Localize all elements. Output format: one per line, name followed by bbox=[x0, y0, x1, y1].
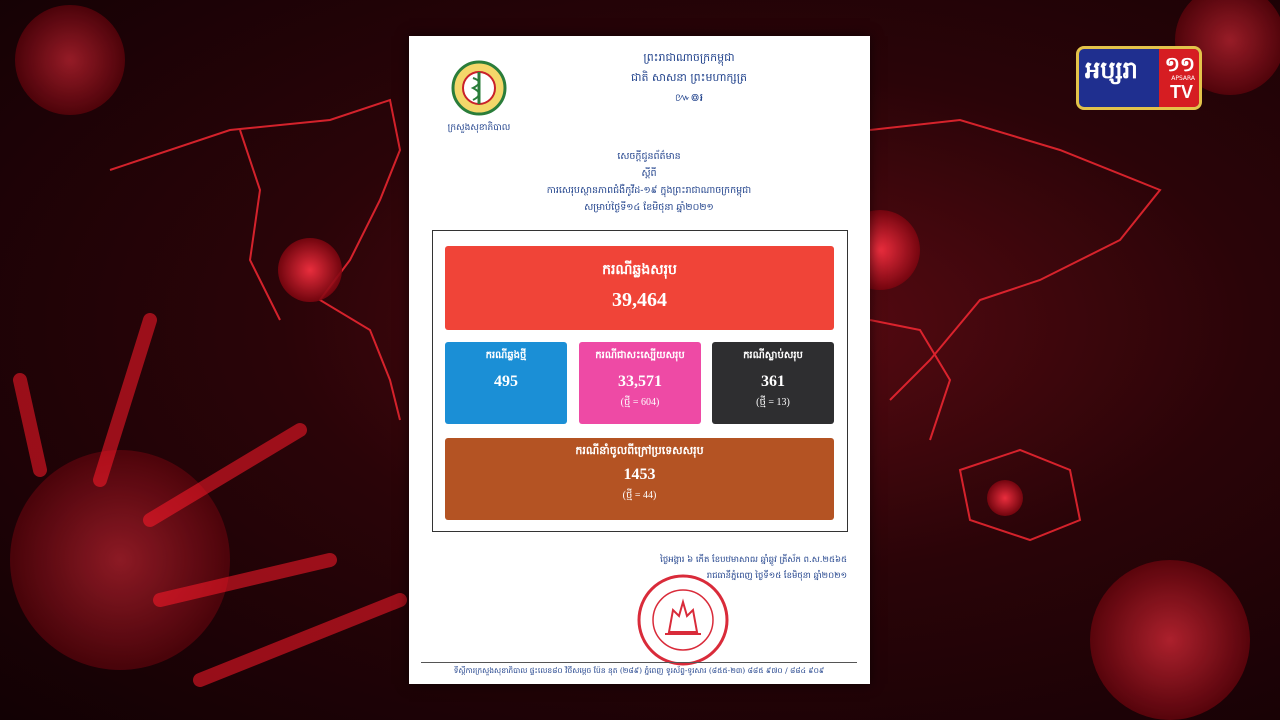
motto-ornament: ៚៙៛ bbox=[674, 91, 704, 104]
press-release-document bbox=[409, 36, 870, 684]
logo-khmer-text: អប្សរា bbox=[1085, 56, 1138, 84]
press-about: ស្តីពី bbox=[641, 168, 657, 179]
press-subject: ការសេរុបស្ថានភាពជំងឺកូវីដ-១៩ ក្នុងព្រះរាជាណាចក្រកម្ពុជា bbox=[546, 185, 752, 196]
ministry-emblem-icon bbox=[447, 56, 511, 120]
new-cases-value: 495 bbox=[494, 373, 518, 390]
total-cases-card bbox=[445, 246, 834, 330]
press-title: សេចក្តីជូនព័ត៌មាន bbox=[617, 151, 681, 162]
new-cases-card bbox=[445, 342, 567, 424]
recovered-value: 33,571 bbox=[618, 373, 662, 390]
imported-new: (ថ្មី = 44) bbox=[622, 490, 657, 501]
kingdom-header bbox=[539, 48, 839, 108]
kingdom-motto: ជាតិ សាសនា ព្រះមហាក្សត្រ bbox=[631, 71, 747, 84]
total-cases-value: 39,464 bbox=[612, 289, 667, 311]
deaths-card bbox=[712, 342, 834, 424]
covid-stats-panel bbox=[432, 230, 848, 532]
imported-label: ករណីនាំចូលពីក្រៅប្រទេសសរុប bbox=[575, 444, 704, 457]
logo-tv: TV bbox=[1169, 82, 1193, 102]
apsara-tv-logo bbox=[1076, 46, 1202, 110]
solar-date: រាជធានីភ្នំពេញ ថ្ងៃទី១៥ ខែមិថុនា ឆ្នាំ២០២១ bbox=[706, 571, 847, 581]
ministry-name: ក្រសួងសុខាភិបាល bbox=[447, 123, 511, 133]
logo-brand: APSARA bbox=[1171, 75, 1195, 82]
logo-channel-number: ១១ bbox=[1164, 52, 1195, 76]
deaths-new: (ថ្មី = 13) bbox=[756, 397, 790, 408]
ministry-seal-icon bbox=[635, 572, 731, 668]
deaths-label: ករណីស្លាប់សរុប bbox=[743, 350, 803, 361]
deaths-value: 361 bbox=[761, 373, 785, 390]
footer-divider bbox=[421, 662, 857, 663]
press-date: សម្រាប់ថ្ងៃទី១៤ ខែមិថុនា ឆ្នាំ២០២១ bbox=[584, 202, 714, 213]
recovered-label: ករណីជាសះស្បើយសរុប bbox=[595, 350, 685, 361]
imported-value: 1453 bbox=[623, 466, 656, 483]
logo-red-block bbox=[1159, 49, 1199, 107]
recovered-new: (ថ្មី = 604) bbox=[620, 397, 660, 408]
footer-address: ទីស្តីការក្រសួងសុខាភិបាល ផ្ទះលេខ៨០ វិថីសម្តេច ប៉ែន នុត (២៨៩) ភ្នំពេញ ទូរស័ព្ទ-ទូរសារ (៨៥៥-២៣) ៨៨៥ ៩៧០ / ៨៨៤ ៩០៩ bbox=[453, 666, 825, 675]
new-cases-label: ករណីឆ្លងថ្មី bbox=[485, 350, 527, 361]
imported-cases-card bbox=[445, 438, 834, 520]
recovered-card bbox=[579, 342, 701, 424]
press-release-heading bbox=[479, 148, 819, 216]
kingdom-title: ព្រះរាជាណាចក្រកម្ពុជា bbox=[643, 51, 735, 64]
total-cases-label: ករណីឆ្លងសរុប bbox=[602, 262, 677, 278]
lunar-date: ថ្ងៃអង្គារ ៦ កើត ខែបឋមាសាឍ ឆ្នាំឆ្លូវ ត្រីស័ក ព.ស.២៥៦៥ bbox=[660, 555, 847, 565]
